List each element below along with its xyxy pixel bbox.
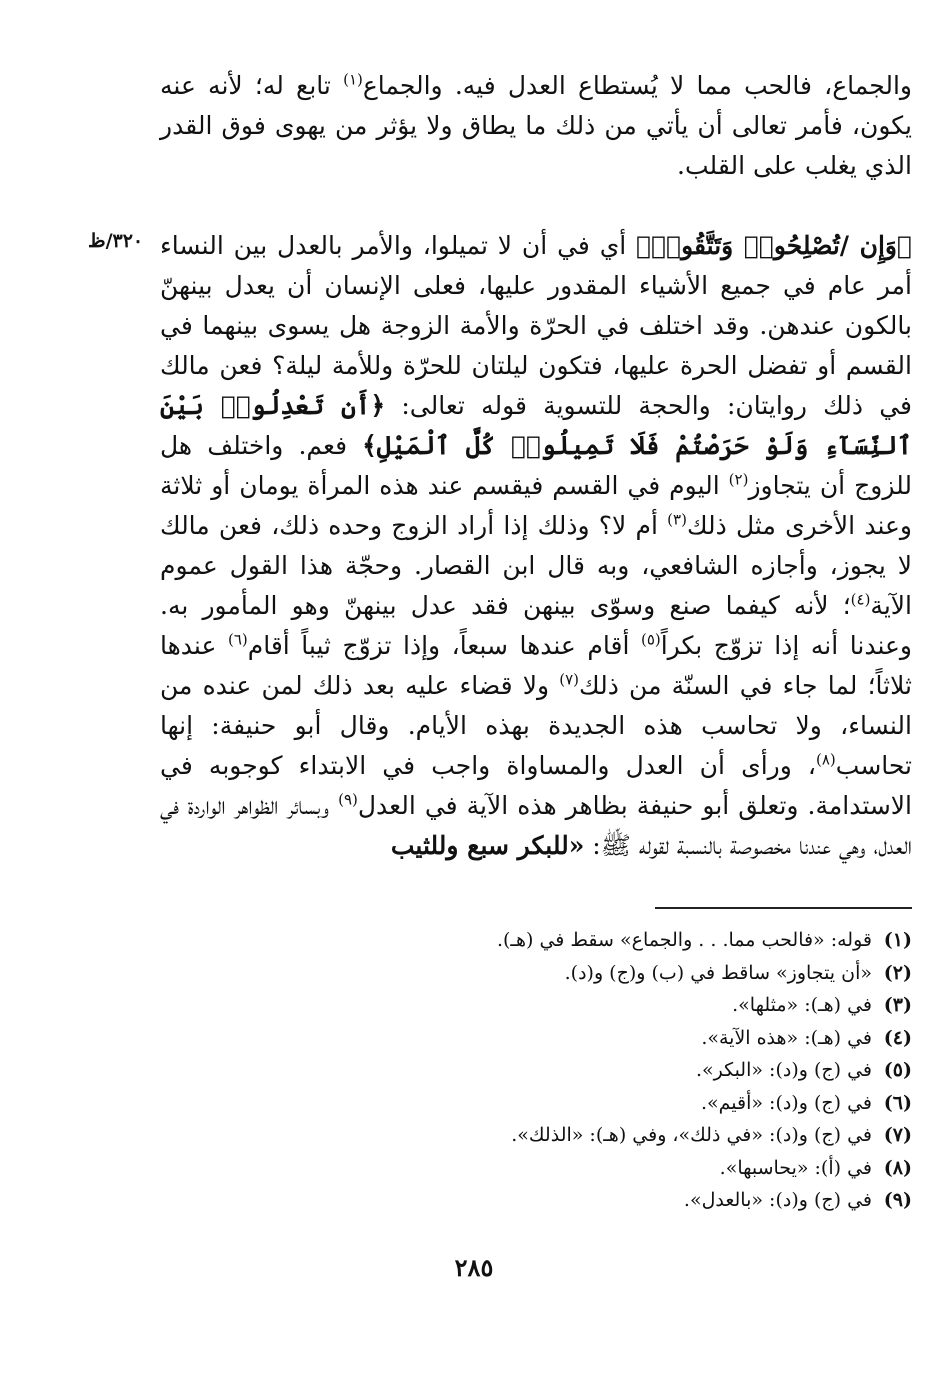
text-run: وبسائر الظواهر الواردة في العدل، وهي عندنا مخصوصة بالنسبة لقوله ﷺ: (160, 791, 912, 860)
footnote-ref-5[interactable]: (٥) (640, 630, 661, 649)
text-run: فعم. واختلف هل للزوج أن يتجاوز (160, 431, 913, 500)
footnote-number: (٦) (883, 1091, 912, 1114)
footnote-item (160, 1022, 912, 1055)
text-run: أقام عندها سبعاً، وإذا تزوّج ثيباً أقام (247, 631, 641, 660)
footnote-text: في (ج) و(د): «البكر». (695, 1059, 872, 1081)
footnote-item (160, 957, 912, 990)
footnote-text: في (ج) و(د): «أقيم». (700, 1091, 872, 1114)
footnote-item (160, 924, 912, 957)
footnote-text: قوله: «فالحب مما. . . والجماع» سقط في (هـ). (496, 929, 872, 951)
text-run: والجماع، فالحب مما لا يُستطاع العدل فيه. والجماع (362, 71, 912, 100)
text-run: ولا قضاء عليه بعد ذلك لمن عنده من النساء، ولا تحاسب هذه الجديدة بهذه الأيام. وقال أبو حنيفة: إنها تحاسب (160, 671, 912, 780)
text-run: اليوم في القسم فيقسم عند هذه المرأة يومان أو ثلاثة وعند الأخرى مثل ذلك (160, 471, 912, 540)
footnote-text: في (ج) و(د): «في ذلك»، وفي (هـ): «الذلك». (511, 1124, 872, 1146)
paragraph-1 (160, 66, 912, 186)
footnote-item (160, 1054, 912, 1087)
footnote-number: (٢) (883, 961, 912, 984)
footnote-number: (٨) (883, 1156, 912, 1179)
margin-folio-note: ٣٢٠/ظ (88, 230, 144, 252)
footnote-number: (٧) (883, 1124, 912, 1146)
footnote-item (160, 1119, 912, 1152)
footnote-item (160, 989, 912, 1022)
footnote-text: في (أ): «يحاسبها». (719, 1156, 872, 1179)
quran-quote-2: ﴿أَن تَعْدِلُوا۟ بَيْنَ ٱلنِّسَآءِ وَلَوْ حَرَصْتُمْ فَلَا تَمِيلُوا۟ كُلَّ ٱلْمَيْلِ﴾ (160, 391, 912, 460)
footnote-text: في (هـ): «هذه الآية». (701, 1026, 872, 1049)
footnote-ref-1[interactable]: (١) (343, 70, 363, 89)
footnote-number: (٩) (883, 1189, 912, 1211)
footnote-item (160, 1087, 912, 1120)
text-run: ، ورأى أن العدل والمساواة واجب في الابتداء كوجوبه في الاستدامة. وتعلق أبو حنيفة بظاهر هذه الآية في العدل (160, 751, 913, 820)
text-run: ؛ لأنه كيفما صنع وسوّى بينهن فقد عدل بينهنّ وهو المأمور به. وعندنا أنه إذا تزوّج بكراً (160, 591, 912, 660)
text-run: تابع له؛ لأنه عنه يكون، فأمر تعالى أن يأتي من ذلك ما يطاق ولا يؤثر من يهوى فوق القدر الذي يغلب على القلب. (160, 71, 912, 180)
footnote-ref-6[interactable]: (٦) (227, 630, 248, 649)
footnote-number: (١) (883, 929, 912, 951)
footnote-ref-4[interactable]: (٤) (850, 590, 871, 609)
text-run: عندها ثلاثاً؛ لما جاء في السنّة من ذلك (160, 631, 912, 700)
footnote-text: «أن يتجاوز» ساقط في (ب) و(ج) و(د). (564, 961, 872, 984)
footnote-number: (٣) (883, 994, 912, 1016)
quran-quote-1: ﴿وَإِن /تُصْلِحُوا۟ وَتَتَّقُوا۟﴾ (636, 231, 912, 260)
footnote-separator (655, 907, 912, 909)
paragraph-2 (160, 226, 912, 866)
text-run: أم لا؟ وذلك إذا أراد الزوج وحده ذلك، فعن مالك لا يجوز، وأجازه الشافعي، وبه قال ابن القصار. وحجّة هذا القول عموم الآية (160, 511, 912, 620)
footnote-ref-3[interactable]: (٣) (667, 510, 687, 529)
footnotes-list (160, 924, 912, 1217)
page-number: ٢٨٥ (454, 1253, 494, 1282)
text-run: أي في أن لا تميلوا، والأمر بالعدل بين النساء أمر عام في جميع الأشياء المقدور عليها، فعلى الإنسان أن يعدل بينهنّ بالكون عندهن. وقد اختلف في الحرّة والأمة الزوجة هل يسوى بينهما في القسم أو تفضل الحرة عليها، فتكون ليلتان للحرّة وللأمة ليلة؟ فعن مالك في ذلك روايتان: والحجة للتسوية قوله تعالى: (160, 231, 912, 420)
footnote-text: في (ج) و(د): «بالعدل». (683, 1189, 872, 1211)
footnote-ref-8[interactable]: (٨) (816, 750, 836, 769)
footnote-item (160, 1152, 912, 1185)
footnote-ref-2[interactable]: (٢) (728, 470, 749, 489)
footnote-number: (٤) (883, 1026, 912, 1049)
footnote-ref-9[interactable]: (٩) (338, 790, 358, 809)
footnote-ref-7[interactable]: (٧) (559, 670, 580, 689)
footnote-item (160, 1184, 912, 1217)
hadith-quote: «للبكر سبع وللثيب (390, 831, 585, 860)
footnote-number: (٥) (883, 1059, 912, 1081)
footnote-text: في (هـ): «مثلها». (732, 994, 872, 1016)
